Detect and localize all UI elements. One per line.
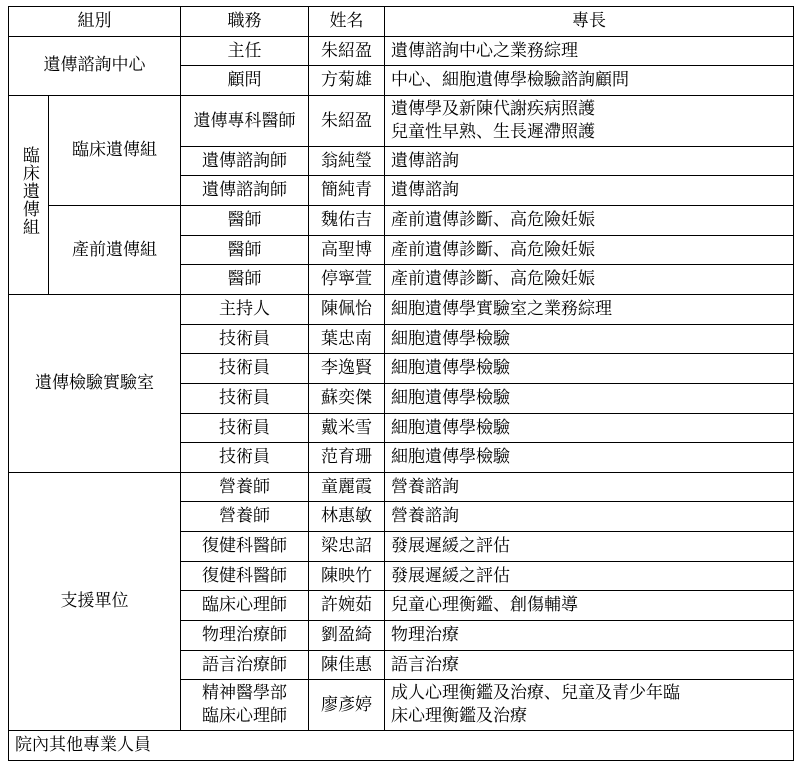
group-cell-counseling-center: 遺傳諮詢中心	[9, 36, 181, 95]
name-cell: 范育珊	[309, 443, 385, 473]
role-cell: 技術員	[181, 443, 309, 473]
other-professionals-cell: 院內其他專業人員	[9, 731, 794, 761]
name-cell: 戴米雪	[309, 413, 385, 443]
name-cell: 李逸賢	[309, 354, 385, 384]
table-row	[9, 95, 794, 146]
specialty-cell: 中心、細胞遺傳學檢驗諮詢顧問	[385, 66, 794, 96]
name-cell: 梁忠詔	[309, 532, 385, 562]
column-header-name: 姓名	[309, 7, 385, 37]
specialty-cell: 遺傳諮詢中心之業務綜理	[385, 36, 794, 66]
table-row	[9, 206, 794, 236]
name-cell: 童麗霞	[309, 472, 385, 502]
group-cell-support-unit: 支援單位	[9, 472, 181, 730]
specialty-cell: 遺傳諮詢	[385, 146, 794, 176]
name-cell: 朱紹盈	[309, 95, 385, 146]
name-cell: 簡純青	[309, 176, 385, 206]
role-cell: 醫師	[181, 235, 309, 265]
role-cell: 復健科醫師	[181, 561, 309, 591]
role-line-1: 精神醫學部	[202, 683, 287, 704]
name-cell: 陳佳惠	[309, 650, 385, 680]
specialty-line-2: 兒童性早熟、生長遲滯照護	[391, 121, 595, 142]
role-cell: 語言治療師	[181, 650, 309, 680]
name-cell: 林惠敏	[309, 502, 385, 532]
role-cell: 主持人	[181, 295, 309, 325]
subgroup-cell-clinical-genetics-team: 臨床遺傳組	[49, 95, 181, 205]
role-cell: 物理治療師	[181, 621, 309, 651]
name-cell: 高聖博	[309, 235, 385, 265]
specialty-line-1: 成人心理衡鑑及治療、兒童及青少年臨	[391, 683, 680, 704]
role-cell: 營養師	[181, 472, 309, 502]
role-cell: 顧問	[181, 66, 309, 96]
name-cell: 廖彥婷	[309, 680, 385, 731]
column-header-title: 職務	[181, 7, 309, 37]
role-cell: 營養師	[181, 502, 309, 532]
name-cell: 方菊雄	[309, 66, 385, 96]
specialty-cell: 細胞遺傳學檢驗	[385, 443, 794, 473]
role-cell: 技術員	[181, 383, 309, 413]
specialty-cell: 細胞遺傳學檢驗	[385, 354, 794, 384]
table-footer-row	[9, 731, 794, 761]
subgroup-cell-prenatal-genetics-team: 產前遺傳組	[49, 206, 181, 295]
specialty-cell: 產前遺傳診斷、高危險妊娠	[385, 235, 794, 265]
role-cell: 復健科醫師	[181, 532, 309, 562]
specialty-line-1: 遺傳學及新陳代謝疾病照護	[391, 98, 595, 119]
table-row	[9, 295, 794, 325]
table-header-row	[9, 7, 794, 37]
name-cell: 翁純瑩	[309, 146, 385, 176]
specialty-cell: 發展遲緩之評估	[385, 532, 794, 562]
specialty-cell: 營養諮詢	[385, 502, 794, 532]
name-cell: 劉盈綺	[309, 621, 385, 651]
specialty-cell: 遺傳諮詢	[385, 176, 794, 206]
role-cell: 技術員	[181, 413, 309, 443]
specialty-cell	[385, 95, 794, 146]
specialty-cell: 細胞遺傳學檢驗	[385, 383, 794, 413]
role-cell: 遺傳專科醫師	[181, 95, 309, 146]
genetics-center-staff-table	[8, 6, 794, 761]
name-cell: 葉忠南	[309, 324, 385, 354]
name-cell: 陳佩怡	[309, 295, 385, 325]
name-cell: 朱紹盈	[309, 36, 385, 66]
name-cell: 陳映竹	[309, 561, 385, 591]
specialty-cell: 營養諮詢	[385, 472, 794, 502]
specialty-cell: 兒童心理衡鑑、創傷輔導	[385, 591, 794, 621]
specialty-cell: 細胞遺傳學檢驗	[385, 413, 794, 443]
column-header-group: 組別	[9, 7, 181, 37]
specialty-cell: 發展遲緩之評估	[385, 561, 794, 591]
role-cell: 技術員	[181, 324, 309, 354]
role-cell: 醫師	[181, 265, 309, 295]
group-cell-clinical-genetics-division	[9, 95, 49, 294]
role-cell	[181, 680, 309, 731]
name-cell: 停寧萱	[309, 265, 385, 295]
table-row	[9, 36, 794, 66]
specialty-cell: 產前遺傳診斷、高危險妊娠	[385, 265, 794, 295]
name-cell: 蘇奕傑	[309, 383, 385, 413]
specialty-cell: 細胞遺傳學檢驗	[385, 324, 794, 354]
role-cell: 主任	[181, 36, 309, 66]
role-line-2: 臨床心理師	[202, 706, 287, 727]
role-cell: 遺傳諮詢師	[181, 146, 309, 176]
group-cell-genetics-lab: 遺傳檢驗實驗室	[9, 295, 181, 473]
role-cell: 醫師	[181, 206, 309, 236]
role-cell: 技術員	[181, 354, 309, 384]
name-cell: 許婉茹	[309, 591, 385, 621]
name-cell: 魏佑吉	[309, 206, 385, 236]
column-header-specialty: 專長	[385, 7, 794, 37]
specialty-cell: 語言治療	[385, 650, 794, 680]
role-cell: 遺傳諮詢師	[181, 176, 309, 206]
group-label-vertical: 臨床遺傳組	[18, 146, 39, 237]
specialty-cell: 細胞遺傳學實驗室之業務綜理	[385, 295, 794, 325]
role-cell: 臨床心理師	[181, 591, 309, 621]
specialty-cell	[385, 680, 794, 731]
specialty-cell: 產前遺傳診斷、高危險妊娠	[385, 206, 794, 236]
table-row	[9, 472, 794, 502]
specialty-line-2: 床心理衡鑑及治療	[391, 706, 527, 727]
specialty-cell: 物理治療	[385, 621, 794, 651]
